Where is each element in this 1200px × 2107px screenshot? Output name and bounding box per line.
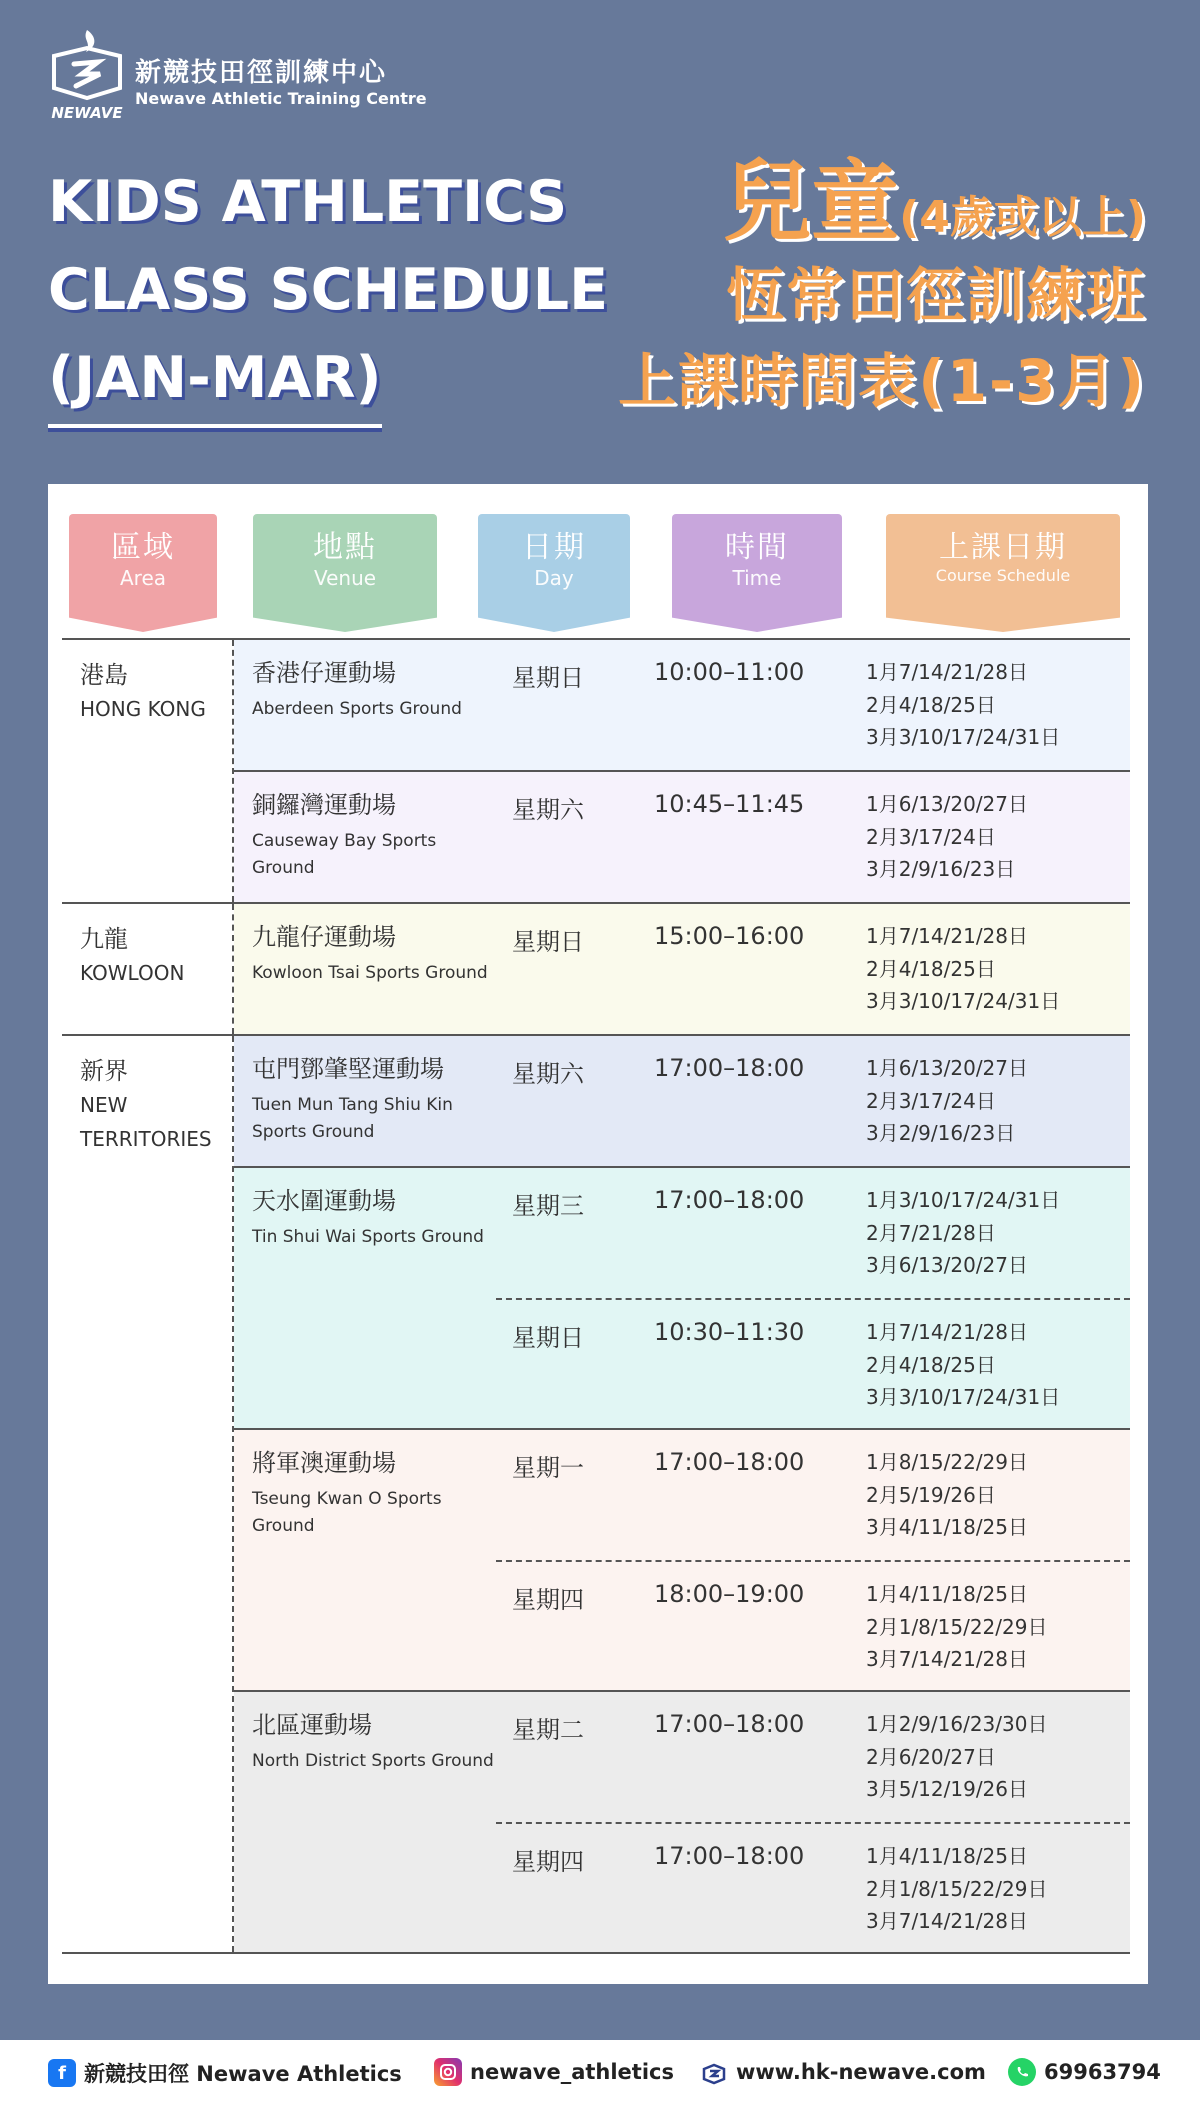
slot-dates xyxy=(866,772,1130,902)
slot-time: 17:00–18:00 xyxy=(654,1054,805,1082)
slot-dates xyxy=(866,1168,1130,1298)
footer-facebook[interactable]: f 新競技田徑 Newave Athletics xyxy=(48,2058,402,2088)
date-line: 2月1/8/15/22/29日 xyxy=(866,1614,1048,1639)
date-line: 1月3/10/17/24/31日 xyxy=(866,1188,1061,1212)
slot-day: 星期四 xyxy=(512,1586,584,1614)
slot-day: 星期日 xyxy=(512,664,584,692)
date-line: 3月2/9/16/23日 xyxy=(866,857,1016,881)
area-cell xyxy=(62,1036,234,1952)
venue-name xyxy=(234,1692,496,1952)
slot-dates xyxy=(866,1824,1130,1952)
date-line: 1月7/14/21/28日 xyxy=(866,1320,1029,1344)
date-line: 2月7/21/28日 xyxy=(866,1220,996,1245)
slot-dates xyxy=(866,904,1130,1034)
class-slot xyxy=(496,904,1130,1034)
venue-name-en: Tin Shui Wai Sports Ground xyxy=(252,1227,484,1247)
slot-list xyxy=(496,904,1130,1034)
area-row xyxy=(62,904,1130,1036)
class-slot xyxy=(496,772,1130,902)
website-logo-icon xyxy=(700,2058,728,2086)
area-cell xyxy=(62,904,234,1034)
venue-row xyxy=(234,1168,1130,1430)
venue-name xyxy=(234,1036,496,1166)
date-line: 1月8/15/22/29日 xyxy=(866,1450,1029,1474)
slot-day: 星期六 xyxy=(512,796,584,824)
date-line: 1月4/11/18/25日 xyxy=(866,1582,1029,1606)
venue-name-en: Aberdeen Sports Ground xyxy=(252,699,462,719)
area-name-en: NEW TERRITORIES xyxy=(80,1093,212,1151)
venue-row xyxy=(234,1692,1130,1952)
date-line: 3月3/10/17/24/31日 xyxy=(866,989,1061,1013)
slot-dates xyxy=(866,640,1130,770)
venue-name-zh: 北區運動場 xyxy=(252,1711,372,1739)
class-slot xyxy=(496,1560,1130,1690)
date-line: 3月5/12/19/26日 xyxy=(866,1777,1029,1801)
slot-day: 星期三 xyxy=(512,1192,584,1220)
slot-dates xyxy=(866,1430,1130,1560)
slot-dates xyxy=(866,1300,1130,1428)
venue-name-en: North District Sports Ground xyxy=(252,1751,494,1771)
class-slot xyxy=(496,1692,1130,1822)
newave-logo xyxy=(46,26,128,122)
class-slot xyxy=(496,1168,1130,1298)
area-row xyxy=(62,640,1130,904)
slot-dates xyxy=(866,1036,1130,1166)
class-slot xyxy=(496,1298,1130,1428)
venue-name xyxy=(234,1430,496,1690)
venue-name-zh: 將軍澳運動場 xyxy=(252,1449,396,1477)
slot-time: 10:45–11:45 xyxy=(654,790,805,818)
venue-name xyxy=(234,1168,496,1428)
date-line: 2月5/19/26日 xyxy=(866,1482,996,1507)
slot-time: 18:00–19:00 xyxy=(654,1580,805,1608)
schedule-table xyxy=(62,638,1130,1954)
header-time: 時間 Time xyxy=(672,514,842,614)
area-cell xyxy=(62,640,234,902)
footer-instagram[interactable]: newave_athletics xyxy=(434,2058,674,2086)
venue-row xyxy=(234,1036,1130,1168)
slot-dates xyxy=(866,1692,1130,1822)
class-slot xyxy=(496,640,1130,770)
area-row xyxy=(62,1036,1130,1952)
brand-name-zh: 新競技田徑訓練中心 xyxy=(135,58,388,88)
schedule-panel xyxy=(48,484,1148,1984)
date-line: 1月6/13/20/27日 xyxy=(866,1056,1029,1080)
area-name-en: HONG KONG xyxy=(80,697,206,721)
date-line: 3月3/10/17/24/31日 xyxy=(866,725,1061,749)
venue-name-en: Causeway Bay Sports Ground xyxy=(252,831,437,878)
whatsapp-icon xyxy=(1008,2058,1036,2086)
title-zh-age: (4歲或以上) xyxy=(899,192,1146,243)
slot-day: 星期日 xyxy=(512,928,584,956)
date-line: 3月6/13/20/27日 xyxy=(866,1253,1029,1277)
header-course-schedule: 上課日期 Course Schedule xyxy=(886,514,1120,614)
slot-list xyxy=(496,640,1130,770)
date-line: 1月7/14/21/28日 xyxy=(866,660,1029,684)
date-line: 1月2/9/16/23/30日 xyxy=(866,1712,1048,1736)
slot-time: 10:00–11:00 xyxy=(654,658,805,686)
footer-website[interactable]: www.hk-newave.com xyxy=(700,2058,986,2086)
title-zh-kids: 兒童 xyxy=(723,150,900,253)
date-line: 2月3/17/24日 xyxy=(866,1088,996,1113)
slot-day: 星期日 xyxy=(512,1324,584,1352)
venue-row xyxy=(234,772,1130,902)
date-line: 3月2/9/16/23日 xyxy=(866,1121,1016,1145)
slot-time: 17:00–18:00 xyxy=(654,1448,805,1476)
title-en-line3: (JAN-MAR) xyxy=(48,334,382,428)
venue-name-en: Tseung Kwan O Sports Ground xyxy=(252,1489,442,1536)
slot-time: 10:30–11:30 xyxy=(654,1318,805,1346)
slot-day: 星期一 xyxy=(512,1454,584,1482)
title-en xyxy=(48,158,608,428)
venue-name-zh: 九龍仔運動場 xyxy=(252,923,396,951)
date-line: 1月7/14/21/28日 xyxy=(866,924,1029,948)
venue-name-zh: 香港仔運動場 xyxy=(252,659,396,687)
slot-day: 星期六 xyxy=(512,1060,584,1088)
venue-row xyxy=(234,1430,1130,1692)
slot-list xyxy=(496,1036,1130,1166)
date-line: 2月4/18/25日 xyxy=(866,956,996,981)
slot-time: 15:00–16:00 xyxy=(654,922,805,950)
venue-row xyxy=(234,640,1130,772)
venue-row xyxy=(234,904,1130,1034)
venue-name xyxy=(234,904,496,1034)
slot-day: 星期二 xyxy=(512,1716,584,1744)
venue-list xyxy=(234,1036,1130,1952)
slot-dates xyxy=(866,1562,1130,1690)
venue-name-en: Kowloon Tsai Sports Ground xyxy=(252,963,488,983)
date-line: 2月1/8/15/22/29日 xyxy=(866,1876,1048,1901)
slot-list xyxy=(496,1692,1130,1952)
class-slot xyxy=(496,1822,1130,1952)
area-name-en: KOWLOON xyxy=(80,961,185,985)
class-slot xyxy=(496,1036,1130,1166)
date-line: 3月3/10/17/24/31日 xyxy=(866,1385,1061,1409)
footer-whatsapp[interactable]: 69963794 xyxy=(1008,2058,1161,2086)
venue-list xyxy=(234,640,1130,902)
venue-name-zh: 銅鑼灣運動場 xyxy=(252,791,396,819)
header-area: 區域 Area xyxy=(69,514,217,614)
svg-text:NEWAVE: NEWAVE xyxy=(51,104,123,122)
slot-list xyxy=(496,1168,1130,1428)
slot-day: 星期四 xyxy=(512,1848,584,1876)
header-venue: 地點 Venue xyxy=(253,514,437,614)
area-name-zh: 九龍 xyxy=(80,925,128,953)
brand-name-en: Newave Athletic Training Centre xyxy=(135,89,427,108)
title-zh-line2: 恆常田徑訓練班 xyxy=(725,261,1146,329)
slot-list xyxy=(496,772,1130,902)
instagram-icon xyxy=(434,2058,462,2086)
footer xyxy=(0,2040,1200,2107)
title-zh-line3: 上課時間表(1-3月) xyxy=(618,347,1146,415)
title-zh xyxy=(618,152,1146,424)
title-en-line1: KIDS ATHLETICS xyxy=(48,169,568,235)
slot-list xyxy=(496,1430,1130,1690)
venue-name-zh: 天水圍運動場 xyxy=(252,1187,396,1215)
date-line: 3月4/11/18/25日 xyxy=(866,1515,1029,1539)
slot-time: 17:00–18:00 xyxy=(654,1842,805,1870)
slot-time: 17:00–18:00 xyxy=(654,1710,805,1738)
venue-name xyxy=(234,640,496,770)
date-line: 2月4/18/25日 xyxy=(866,692,996,717)
venue-list xyxy=(234,904,1130,1034)
venue-name xyxy=(234,772,496,902)
venue-name-en: Tuen Mun Tang Shiu Kin Sports Ground xyxy=(252,1095,453,1142)
area-name-zh: 港島 xyxy=(80,661,128,689)
date-line: 3月7/14/21/28日 xyxy=(866,1909,1029,1933)
date-line: 2月3/17/24日 xyxy=(866,824,996,849)
venue-name-zh: 屯門鄧肇堅運動場 xyxy=(252,1055,444,1083)
date-line: 1月6/13/20/27日 xyxy=(866,792,1029,816)
title-en-line2: CLASS SCHEDULE xyxy=(48,257,609,323)
date-line: 3月7/14/21/28日 xyxy=(866,1647,1029,1671)
header-day: 日期 Day xyxy=(478,514,630,614)
date-line: 1月4/11/18/25日 xyxy=(866,1844,1029,1868)
class-slot xyxy=(496,1430,1130,1560)
facebook-icon: f xyxy=(48,2059,76,2087)
area-name-zh: 新界 xyxy=(80,1057,128,1085)
date-line: 2月4/18/25日 xyxy=(866,1352,996,1377)
date-line: 2月6/20/27日 xyxy=(866,1744,996,1769)
slot-time: 17:00–18:00 xyxy=(654,1186,805,1214)
